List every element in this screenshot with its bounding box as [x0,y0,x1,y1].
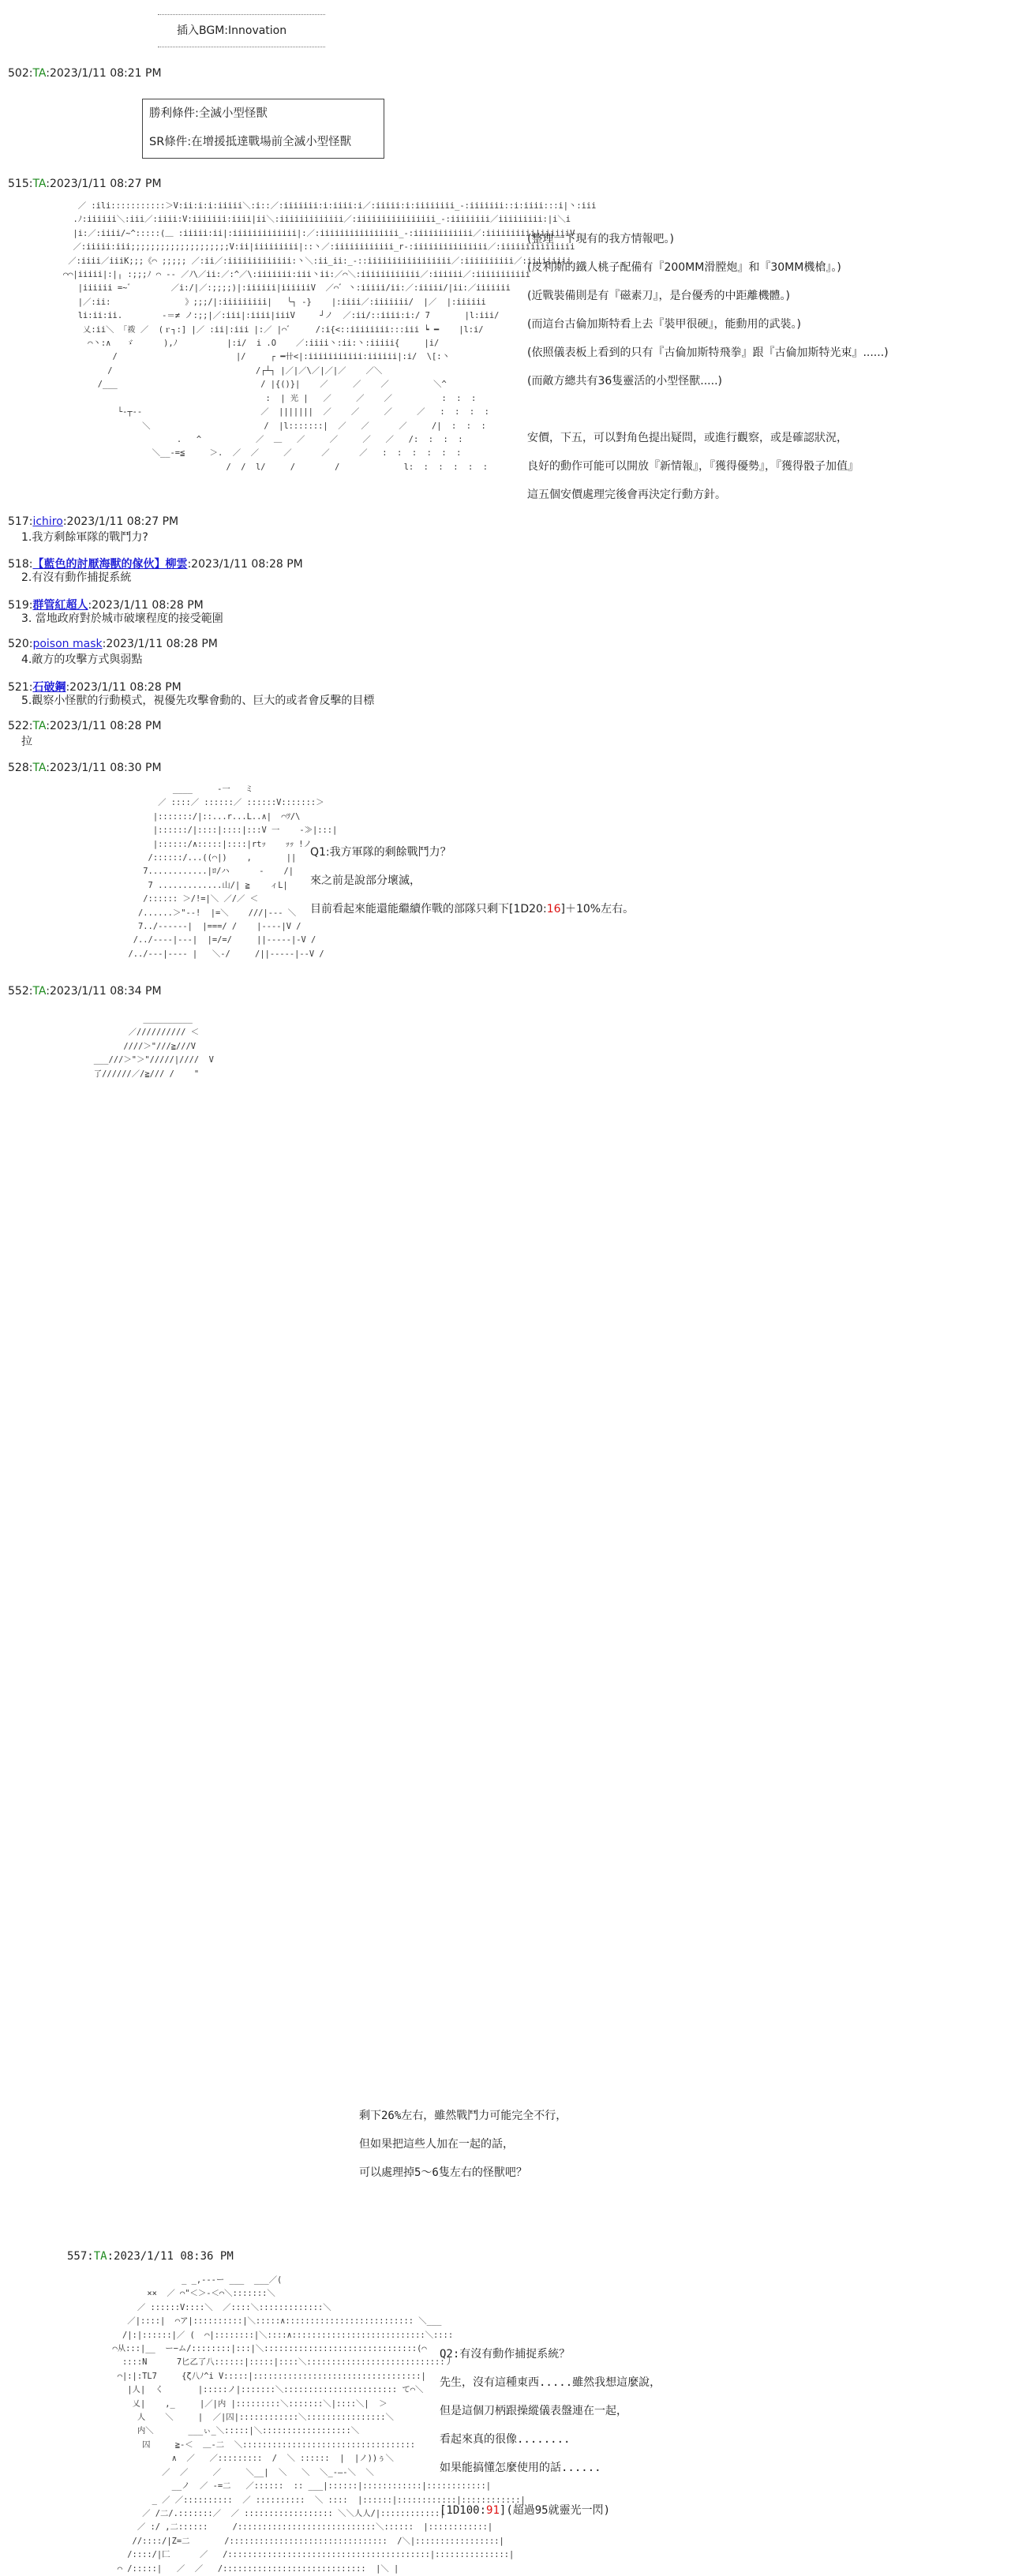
post-body-522: 拉 [21,736,32,748]
post-date: 2023/1/11 08:34 PM [49,985,162,998]
dice-line [310,895,634,923]
post-header-528: 528:TA:2023/1/11 08:30 PM [8,762,162,774]
sr-condition: SR條件:在增援抵達戰場前全滅小型怪獸 [149,136,352,148]
poster-name: TA [32,985,47,998]
poster-name-link[interactable]: poison mask [32,638,103,650]
poster-name-link[interactable]: ichiro [32,515,63,528]
narration-line: 可以處理掉5～6隻左右的怪獸吧？ [359,2166,527,2179]
text-block-515 [527,225,889,509]
poster-name: TA [93,2250,107,2263]
post-number: 520 [8,638,29,650]
post-date: 2023/1/11 08:28 PM [106,638,218,650]
post-body-520: 4.敵方的攻擊方式與弱點 [21,653,143,666]
post-date: 2023/1/11 08:28 PM [92,599,204,612]
post-number: 515 [8,178,29,190]
ascii-art-557: _ _,---ー ___ ___／( ×× ／ ⌒"＜＞-＜⌒＼:::::::＼ ／ ::::::V::::＼ ／::::＼:::::::::::::＼ ／|::::| ⌒ア|::::::::::|＼:::::∧:::::::::::::::::::::::::: ＼___ /|:|::::::|／ ( ⌒|::::::::|＼::::∧:::::::::::::::::::::::::::＼:::: ⌒从:::|__ ー−ム/::::::::|:::|＼:::::::::::::::::::::::::::::::(⌒ ::::N 7匕乙了八::::::|:::::|::::＼::::::::::::::::::::::::::::丿 ⌒|:|:TL7 {ζ八ﾉ^i V:::::|::::::::::::::::::::::::::::::::::| |人| く |:::::ノ|:::::::＼::::::::::::::::::::::: て⌒＼ 乂| ,_ |／|内 |:::::::::＼:::::::＼|::::＼| ＞ 人 ＼ | ／|囚|::::::::::::＼::::::::::::::::＼ 内＼ ___ぃ_＼:::::|＼::::::::::::::::::＼ 囚 ≧-＜ ＿-二 ＼::::::::::::::::::::::::::::::::::: ∧ ／ ／::::::::: / ＼ :::::: | |ノ))ぅ＼ ／ ／ ／ ＼__| ＼ ＼ ＼_-―-＼ ＼ __ノ ／ -=二 ／:::::: :: ___|::::::|::::::::::::|::::::::::::| _ ／ ／:::::::::: ／ :::::::::: ＼ :::: |::::::|::::::::::::|::::::::::::| ／ /二/.:::::::／ ／ :::::::::::::::::: ＼＼人人/|::::::::::::| ／ :/ ,二:::::: /::::::::::::::::::::::::::::＼:::::: |::::::::::::| //::::/|Z=二 /:::::::::::::::::::::::::::::::: /＼|:::::::::::::::::| /::::/|匚 ／ /:::::::::::::::::::::::::::::::::::::::::|:::::::::::::::| ⌒ /:::::| ／ ／ /::::::::::::::::::::::::::::: |＼ | [112,2275,526,2574]
narration-line: Q1:我方軍隊的剩餘戰鬥力？ [310,846,451,859]
narration-line: (整理一下現有的我方情報吧。) [527,233,674,245]
post-date: 2023/1/11 08:21 PM [49,67,162,80]
dice-line-557 [440,2496,610,2525]
post-header-520: 520:poison mask:2023/1/11 08:28 PM [8,638,218,650]
poster-name: TA [32,762,47,774]
post-date: 2023/1/11 08:36 PM [114,2250,234,2263]
text-block-557 [440,2340,661,2482]
dice-prefix: [1D20: [509,903,547,915]
poster-name-link[interactable]: 石破鋼 [32,681,66,694]
post-date: 2023/1/11 08:30 PM [49,762,162,774]
post-number: 521 [8,681,29,694]
post-date: 2023/1/11 08:28 PM [191,558,303,571]
narration-line: (近戰裝備則是有『磁素刀』，是台優秀的中距離機體。) [527,290,790,302]
ascii-art-552: __________ ／////////// ＜ ////＞"///≧///V ___///＞"＞"/////|//// V 了//////／/≧/// / " 剩下26%左右，雖然戰鬥力可能完全不行， 但如果把這些人加在一起的話， 可以處理掉5～6隻左右的怪獸吧？ 557:TA:2023/1/11 08:36 PM _ _,---ー ___ ___／( ×× ／ ⌒"＜＞-＜⌒＼:::::::＼ ／ ::::::V::::＼ ／::::＼:::::::::::::＼ ／|::::| ⌒ア|::::::::::|＼:::::∧:::::::::::::::::::::::::: ＼___ /|:|::::::|／ ( ⌒|::::::::|＼::::∧:::::::::::::::::::::::::::＼:::: ⌒从:::|__ ー−ム/::::::::|:::|＼:::::::::::::::::::::::::::::::(⌒ ::::N 7匕乙了八::::::|:::::|::::＼::::::::::::::::::::::::::::丿 ⌒|:|:TL7 {ζ八ﾉ^i V:::::|::::::::::::::::::::::::::::::::::| |人| く |:::::ノ|:::::::＼::::::::::::::::::::::: て⌒＼ 乂| ,_ |／|内 |:::::::::＼:::::::＼|::::＼| ＞ 人 ＼ | ／|囚|::::::::::::＼::::::::::::::::＼ 内＼ ___ぃ_＼:::::|＼::::::::::::::::::＼ 囚 ≧-＜ ＿-二 ＼::::::::::::::::::::::::::::::::::: ∧ ／ ／::::::::: / ＼ :::::: | |ノ))ぅ＼ ／ ／ ／ ＼__| ＼ ＼ ＼_-―-＼ ＼ __ノ ／ -=二 ／:::::: :: ___|::::::|::::::::::::|::::::::::::| _ ／ ／:::::::::: ／ :::::::::: ＼ :::: |::::::|::::::::::::|::::::::::::| ／ /二/.:::::::／ ／ :::::::::::::::::: ＼＼人人/|::::::::::::| ／ :/ ,二:::::: /::::::::::::::::::::::::::::＼:::::: |::::::::::::| //::::/|Z=二 /:::::::::::::::::::::::::::::::: /＼|:::::::::::::::::| /::::/|匚 ／ /:::::::::::::::::::::::::::::::::::::::::|:::::::::::::::| ⌒ /:::::| ／ ／ /::::::::::::::::::::::::::::: |＼ | Q2:有沒有動作捕捉系統？ 先生，沒有這種東西.....雖然我想這麼說， 但是這個刀柄跟操縱儀表盤連在一起， 看起來真的很像........ 如果能搞懂怎麼使用的話...... [1D100:91](超過95就靈光一閃) [59,1013,214,1287]
narration-line: 這五個安價處理完後會再決定行動方針。 [527,489,726,501]
post-header-515: 515:TA:2023/1/11 08:27 PM [8,178,162,190]
narration-line: (依照儀表板上看到的只有『古倫加斯特飛拳』跟『古倫加斯特光束』......) [527,346,889,359]
post-header-519: 519:群管紅超人:2023/1/11 08:28 PM [8,599,204,612]
post-date: 2023/1/11 08:27 PM [66,515,179,528]
post-header-552: 552:TA:2023/1/11 08:34 PM [8,985,162,998]
narration-line: 安價，下五，可以對角色提出疑問，或進行觀察，或是確認狀況， [527,432,848,444]
post-number: 522 [8,720,29,732]
post-body-519: 3. 當地政府對於城市破壞程度的接受範圍 [21,612,223,625]
narration-line: (皮利斯的鐵人桃子配備有『200MM滑膛炮』和『30MM機槍』。) [527,261,841,274]
post-number: 557 [67,2250,88,2263]
post-number: 519 [8,599,29,612]
narration-line [527,395,889,424]
conditions-box [142,99,384,159]
post-date: 2023/1/11 08:28 PM [69,681,182,694]
dice-tail: (超過95就靈光一閃) [506,2504,611,2517]
poster-name-link[interactable]: 群管紅超人 [32,599,88,612]
post-header-502: 502:TA:2023/1/11 08:21 PM [8,67,162,80]
win-condition: 勝利條件:全滅小型怪獸 [149,107,268,120]
post-header-518: 518:【藍色的討厭海獸的傢伙】柳雲:2023/1/11 08:28 PM [8,558,303,571]
dice-result: 91 [486,2504,500,2517]
narration-text: 目前看起來能還能繼續作戰的部隊只剩下 [310,903,509,915]
poster-name-link[interactable]: 【藍色的討厭海獸的傢伙】柳雲 [32,558,188,571]
dice-result: 16 [546,903,561,915]
narration-line: 看起來真的很像........ [440,2433,571,2446]
bgm-box [158,14,325,47]
post-header-557: 557:TA:2023/1/11 08:36 PM [67,2250,234,2263]
text-block-528 [310,838,634,923]
post-body-518: 2.有沒有動作捕捉系統 [21,571,132,584]
post-header-517: 517:ichiro:2023/1/11 08:27 PM [8,515,179,528]
dice-prefix: [1D100: [440,2504,487,2517]
post-body-521: 5.觀察小怪獸的行動模式，視優先攻擊會動的、巨大的或者會反擊的目標 [21,695,375,707]
post-header-521: 521:石破鋼:2023/1/11 08:28 PM [8,681,182,694]
post-number: 518 [8,558,29,571]
narration-line: 來之前是說部分壞滅， [310,874,421,887]
post-number: 517 [8,515,29,528]
post-date: 2023/1/11 08:28 PM [49,720,162,732]
dice-suffix: ] [560,903,565,915]
narration-line: 但如果把這些人加在一起的話， [359,2138,514,2151]
text-block-552 [359,2102,567,2187]
narration-line: 但是這個刀柄跟操縱儀表盤連在一起， [440,2405,627,2417]
post-number: 502 [8,67,29,80]
post-date: 2023/1/11 08:27 PM [49,178,162,190]
narration-line: 剩下26%左右，雖然戰鬥力可能完全不行， [359,2110,567,2122]
poster-name: TA [32,67,47,80]
ascii-art-515: ／ :ili:::::::::::＞V:ii:i:i:iiiii＼:i::／:iiiiiii:i:iiii:i／:iiiii:i:iiiiiiii_-:iiiiiii::i:iiii:::i|丶:iii .ﾉ:iiiiii＼:iii／:iiii:V:iiiiiii:iiii|ii＼:iiiiiiiiiiiii／:iiiiiiiiiiiiiiii_-:iiiiiiii／iiiiiiiii:|i＼i |i:／:iiii/~^:::::(＿ :iiiii:ii|:iiiiiiiiiiiii|:／:iiiiiiiiiiiiiiii_-:iiiiiiiiiiii／:iiiiiiiiii|iiiiiiV ／:iiiii:iii;;;;;;;;;;;;;;;;;;;;V:ii|iiiiiiiii|::丶／:iiiiiiiiiiii_r-:iiiiiiiiiiiiiii／:iiiiiiiiiiiiiii ／:iiii／iiiK;;;《⌒ ;;;;; ／:ii／:iiiiiiiiiiiii:丶＼:ii_ii:_-::iiiiiiiiiiiiiiiii／:iiiiiiiiii／:iiiiiiiii ⌒⌒|iiiii|:|╷ :;;;ﾉ ⌒ -- ／ﾉ\／ii:／:^／\:iiiiiii:iii丶ii:／⌒＼:iiiiiiiiiiii／:iiiiii／:iiiiiiiiiii |iiiiii =~ﾞ ／i:/|／:;;;;)|:iiiiii|iiiiiiV ／⌒ﾞ 丶:iiiii/ii:／:iiiii/|ii:／iiiiiii |／:ii: 》;;;/|:iiiiiiiii| ╰┐ -} |:iiii／:iiiiiii/ |／ |:iiiiii li:ii:ii. -＝≠ ノ:;;|／:iii|:iiii|iiiV ┘ノ ／:ii/::iiii:i:/ 7 |l:iii/ 乂:ii＼ 「袯 ／ (ｒ┐:] |／ :ii|:iii |:／ |⌒ﾞ /:i{<::iiiiiiii:::iii ┕ ━ |l:i/ ⌒丶:∧ ゞ ),ﾉ |:i/ i .O ／:iiii丶:ii:丶:iiiii{ |i/ / |/ ┌ ━卄<|:iiiiiiiiiii:iiiiii|:i/ \[:丶 / /┌┴┐ |／|／\／|／|／ ／＼ /___ / |{()}| ／ ／ ／ ＼^ : | 光 | ／ ／ ／ : : : └-┬-- ／ ||||||| ／ ／ ／ ／ : : : : ＼ / |l:::::::| ／ ／ ／ /| : : : . ^ ／ ＿ ／ ／ ／ ／ /: : : : ＼__-=≦ ＞. ／ ／ ／ ／ ／ : : : : : : / / l/ / / l: : : : : : [63,201,597,472]
dice-tail: ＋10%左右。 [564,903,635,915]
narration-line: (而敵方總共有36隻靈活的小型怪獸.....) [527,375,722,388]
narration-line: 如果能搞懂怎麼使用的話...... [440,2462,601,2474]
narration-line: Q2:有沒有動作捕捉系統？ [440,2348,571,2361]
post-header-522: 522:TA:2023/1/11 08:28 PM [8,720,162,732]
ascii-art-528: ____ -一 ミ ／ ::::／ ::::::／ ::::::V:::::::＞ |:::::::/|::...r...L..∧| ⌒ﾂ/\ |::::::/|::::|::::|:::V 一 ‐≫|:::| |::::::/∧:::::|::::|rtｯ ｯｯ !ノ /::::::/...((⌒|) , || 7............|ﾛ/ハ ‐ /| 7 .............山/| ≧ ィL| /:::::: ＞/!=|＼ ／/／ ＜ /......＞"--! |=＼ ///|--- ＼ 7../------| |===/ / |----|V / /../----|---| |=/=/ ||-----|-V / /../---|---- | ＼-/ /||-----|--V / [128,784,338,959]
narration-line: 良好的動作可能可以開放『新情報』，『獲得優勢』，『獲得骰子加值』 [527,460,859,473]
poster-name: TA [32,720,47,732]
narration-line: (而這台古倫加斯特看上去『裝甲很硬』，能動用的武裝。) [527,318,801,331]
poster-name: TA [32,178,47,190]
post-number: 552 [8,985,29,998]
bgm-label: 插入BGM:Innovation [177,24,287,37]
narration-line: 先生，沒有這種東西.....雖然我想這麼說， [440,2376,661,2389]
dice-suffix: ] [499,2504,507,2517]
post-number: 528 [8,762,29,774]
post-body-517: 1.我方剩餘軍隊的戰鬥力? [21,531,148,544]
